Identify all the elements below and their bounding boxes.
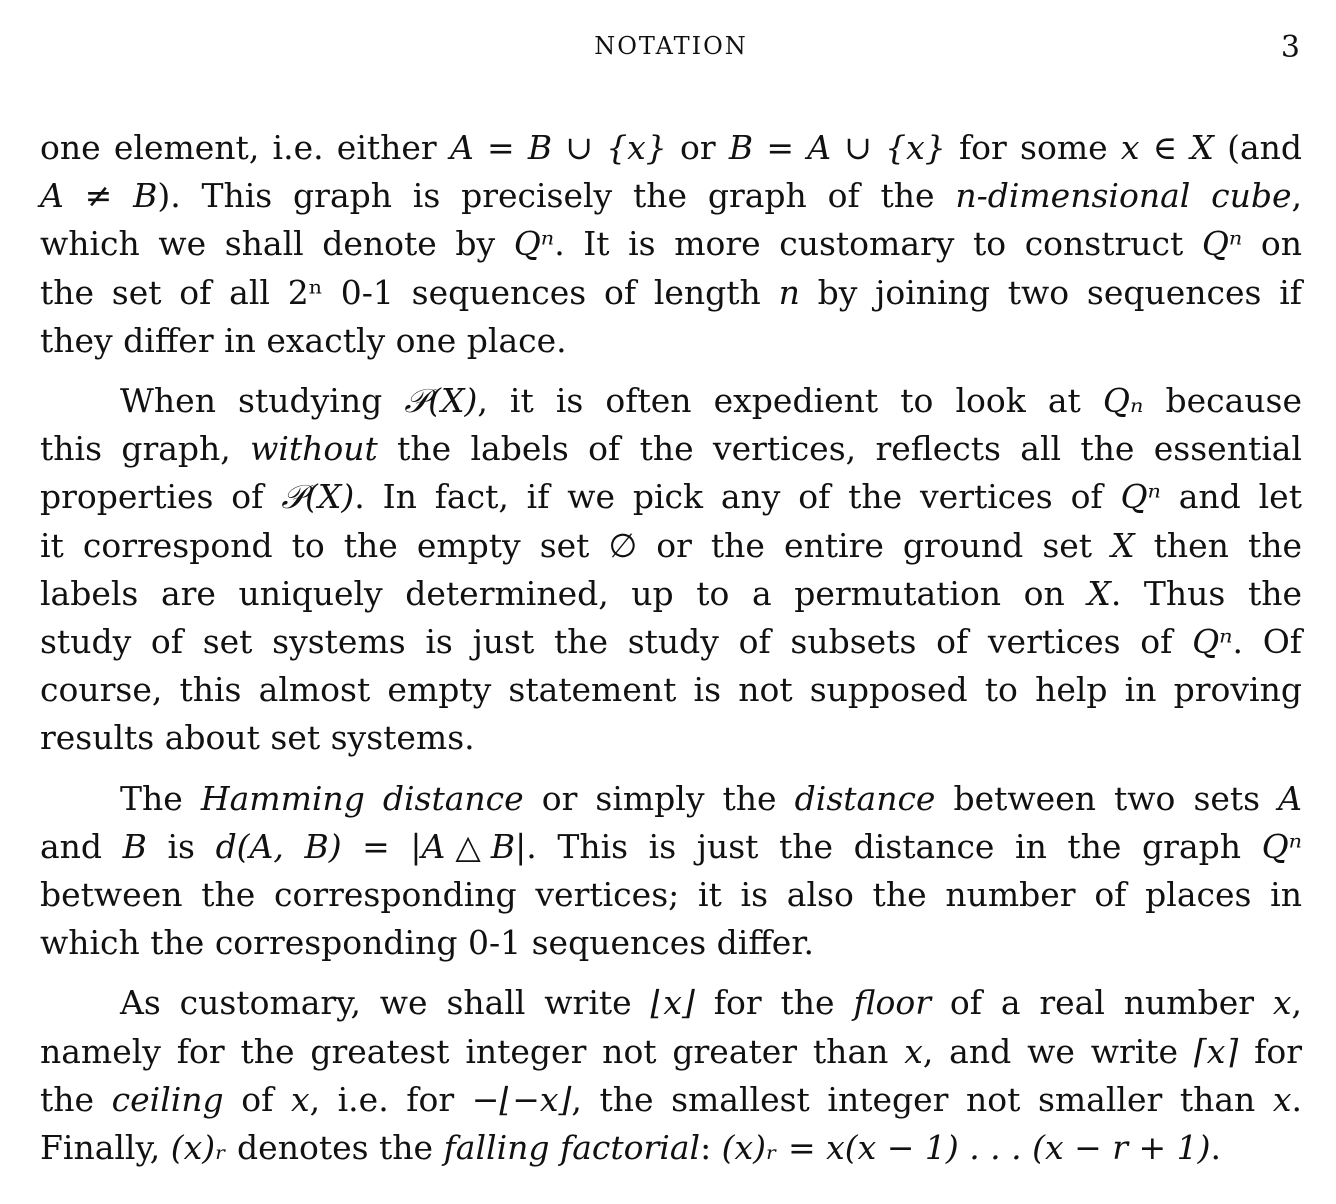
body-text [40, 124, 1302, 1184]
text-segment: , the smallest integer not smaller than [571, 1079, 1273, 1119]
text-line [40, 919, 1302, 967]
text-line [40, 220, 1302, 268]
text-segment: or simply the [523, 778, 795, 818]
text-segment: : [700, 1128, 722, 1168]
emphasized-term: falling factorial [443, 1128, 701, 1168]
paragraph [40, 124, 1302, 365]
math-expression: Qₙ [1102, 381, 1144, 421]
emphasized-term: n-dimensional cube [955, 176, 1292, 216]
text-line [40, 979, 1302, 1027]
text-segment: Finally, [40, 1128, 171, 1168]
text-line [40, 618, 1302, 666]
math-expression: (x)ᵣ = x(x − 1) . . . (x − r + 1) [721, 1128, 1211, 1168]
math-expression: X [1111, 525, 1135, 565]
text-segment: one element, i.e. either [40, 128, 450, 167]
text-line [40, 317, 1302, 365]
math-expression: Qⁿ [1201, 224, 1243, 264]
math-expression: Qⁿ [1192, 622, 1233, 662]
math-expression: X [1087, 573, 1111, 613]
math-expression: 𝒫(X) [281, 477, 355, 517]
text-line [40, 1076, 1302, 1124]
text-segment: , i.e. for [309, 1079, 472, 1119]
text-segment: , and we write [922, 1031, 1194, 1071]
text-segment: for [1238, 1031, 1302, 1071]
text-segment: When studying [120, 381, 405, 421]
text-segment: . Of [1232, 622, 1303, 662]
paragraph [40, 979, 1302, 1172]
math-expression: 𝒫(X) [404, 381, 478, 421]
text-segment: The [120, 778, 201, 818]
text-segment: or [666, 128, 729, 167]
text-segment: for some [945, 128, 1121, 167]
emphasized-term: ceiling [111, 1079, 224, 1119]
paragraph [40, 377, 1302, 763]
text-segment: . Thus the [1110, 573, 1302, 613]
text-segment: by joining two sequences if [799, 272, 1302, 312]
text-segment: between two sets [935, 778, 1279, 818]
math-expression: B = A ∪ {x} [728, 128, 946, 167]
math-expression: Qⁿ [513, 224, 555, 264]
text-segment: is [146, 826, 216, 866]
math-expression: B [122, 826, 147, 866]
math-expression: −⌊−x⌋ [471, 1079, 572, 1119]
text-segment: because [1143, 381, 1302, 421]
text-segment: ). This graph is precisely the graph of the [157, 176, 956, 216]
math-expression: x [290, 1079, 310, 1119]
math-expression: x [904, 1031, 923, 1071]
text-segment: study of set systems is just the study of subsets of vertices of [40, 622, 1193, 662]
text-line [40, 714, 1302, 762]
text-line [40, 473, 1302, 521]
text-segment: and let [1160, 477, 1302, 517]
text-line [40, 871, 1302, 919]
math-expression: x [1272, 1079, 1292, 1119]
text-segment: and [40, 826, 123, 866]
text-line [40, 1124, 1302, 1172]
text-segment: of a real number [930, 983, 1273, 1023]
text-segment: it correspond to the empty set ∅ or the entire ground set [40, 525, 1112, 565]
math-expression: A [1278, 778, 1302, 818]
text-segment: , [1291, 176, 1302, 216]
text-line [40, 570, 1302, 618]
emphasized-term: without [250, 429, 378, 469]
math-expression: x [1272, 983, 1292, 1023]
text-segment: for the [694, 983, 854, 1023]
text-line [40, 522, 1302, 570]
text-segment: between the corresponding vertices; it is also the number of places in [40, 875, 1302, 915]
text-segment: As customary, we shall write [120, 983, 651, 1023]
emphasized-term: floor [853, 983, 931, 1023]
text-segment: denotes the [226, 1128, 444, 1168]
text-segment: . [1291, 1079, 1302, 1119]
math-expression: d(A, B) = |A△B| [215, 826, 527, 866]
math-expression: A = B ∪ {x} [449, 128, 667, 167]
text-segment: results about set systems. [40, 718, 475, 758]
text-segment: . In fact, if we pick any of the vertices of [354, 477, 1121, 517]
page-number: 3 [1280, 30, 1300, 65]
text-segment: , it is often expedient to look at [477, 381, 1103, 421]
text-segment: the set of all 2ⁿ 0-1 sequences of length [40, 272, 779, 312]
math-expression: ⌈x⌉ [1193, 1031, 1239, 1071]
text-segment: which the corresponding 0-1 sequences differ. [40, 923, 814, 963]
text-segment: then the [1134, 525, 1302, 565]
text-line [40, 377, 1302, 425]
math-expression: n [778, 272, 800, 312]
text-line [40, 666, 1302, 714]
text-segment: namely for the greatest integer not greater than [40, 1031, 905, 1071]
text-segment: which we shall denote by [40, 224, 514, 264]
text-segment: . It is more customary to construct [554, 224, 1202, 264]
math-expression: Qⁿ [1261, 826, 1303, 866]
math-expression: Qⁿ [1120, 477, 1161, 517]
text-line [40, 124, 1302, 172]
text-line [40, 1028, 1302, 1076]
text-segment: the [40, 1079, 112, 1119]
text-segment: properties of [40, 477, 282, 517]
text-segment: . [1210, 1128, 1222, 1168]
math-expression: ⌊x⌋ [650, 983, 695, 1023]
text-segment: . This is just the distance in the graph [526, 826, 1262, 866]
text-segment: the labels of the vertices, reflects all the essential [377, 429, 1302, 469]
text-segment: course, this almost empty statement is not supposed to help in proving [40, 670, 1302, 710]
emphasized-term: distance [794, 778, 936, 818]
math-expression: x ∈ X [1120, 128, 1214, 167]
text-segment: , [1291, 983, 1302, 1023]
page-header [40, 30, 1302, 70]
text-segment: they differ in exactly one place. [40, 320, 567, 360]
text-segment: on [1242, 224, 1302, 264]
math-expression: (x)ᵣ [170, 1128, 227, 1168]
text-segment: labels are uniquely determined, up to a permutation on [40, 573, 1088, 613]
text-segment: of [223, 1079, 291, 1119]
running-head: NOTATION [594, 32, 748, 60]
text-line [40, 269, 1302, 317]
paragraph [40, 775, 1302, 968]
text-line [40, 425, 1302, 473]
text-line [40, 823, 1302, 871]
emphasized-term: Hamming distance [200, 778, 524, 818]
math-expression: A ≠ B [40, 176, 158, 216]
text-segment: (and [1213, 128, 1303, 167]
text-segment: this graph, [40, 429, 251, 469]
text-line [40, 172, 1302, 220]
text-line [40, 775, 1302, 823]
